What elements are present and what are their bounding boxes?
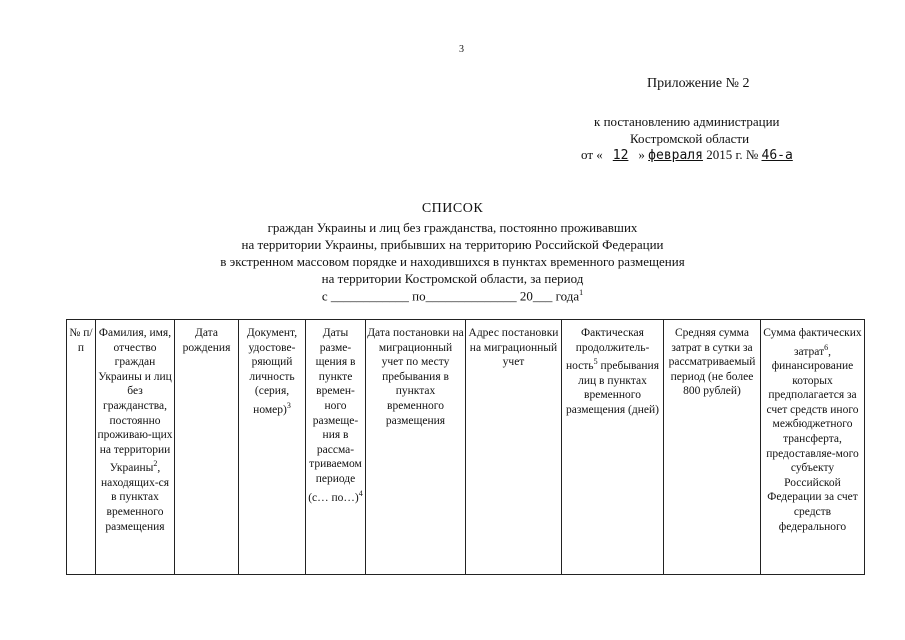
- resolution-date: [581, 147, 793, 163]
- date-month: февраля: [648, 148, 703, 163]
- resolution-number: 46-а: [761, 148, 793, 163]
- header-cell-document: Документ, удостове-ряющий личность (серия, номер)$^3$: [239, 320, 306, 575]
- list-line-1: граждан Украины и лиц без гражданства, постоянно проживавших: [267, 220, 638, 235]
- header-cell-stay-duration: Фактическая продолжитель-ность$^5$ пребывания лиц в пунктах временного размещения (дней): [562, 320, 664, 575]
- header-cell-placement-dates: Даты разме-щения в пункте времен-ного размеще-ния в рассма-триваемом периоде (с… по…)$^4$: [306, 320, 366, 575]
- appendix-title: Приложение № 2: [647, 76, 750, 91]
- period-text: с ____________ по______________ 20___ года: [321, 288, 580, 304]
- header-cell-registration-date: Дата постановки на миграционный учет по месту пребывания в пунктах временного размещения: [366, 320, 466, 575]
- resolution-line-2: Костромской области: [630, 131, 750, 146]
- registry-table: [66, 319, 865, 575]
- table-header-row: [67, 320, 865, 575]
- list-line-4: на территории Костромской области, за период: [321, 271, 584, 286]
- page-number: 3: [459, 44, 464, 55]
- header-cell-daily-cost: Средняя сумма затрат в сутки за рассматриваемый период (не более 800 рублей): [664, 320, 761, 575]
- header-cell-registration-address: Адрес постановки на миграционный учет: [466, 320, 562, 575]
- header-cell-name: Фамилия, имя, отчество граждан Украины и лиц без гражданства, постоянно проживаю-щих на территории Украины$^2$, находящих-ся в пунктах временного размещения: [96, 320, 175, 575]
- period-footnote: 1: [579, 288, 584, 297]
- header-cell-birthdate: Дата рождения: [175, 320, 239, 575]
- date-prefix: от «: [581, 147, 603, 162]
- period-line: [0, 288, 905, 304]
- header-cell-number: № п/п: [67, 320, 96, 575]
- header-cell-total-cost: Сумма фактических затрат$^6$, финансирование которых предполагается за счет средств иного межбюджетного трансферта, предоставляе-мого субъекту Российской Федерации за счет средств федерального: [761, 320, 865, 575]
- date-year: 2015 г. №: [706, 147, 759, 162]
- date-mid: »: [638, 147, 645, 162]
- list-line-3: в экстренном массовом порядке и находившихся в пунктах временного размещения: [220, 254, 685, 269]
- list-line-2: на территории Украины, прибывших на территорию Российской Федерации: [241, 237, 664, 252]
- resolution-line-1: к постановлению администрации: [594, 114, 780, 129]
- list-title: СПИСОК: [421, 201, 484, 216]
- date-day: 12: [612, 148, 629, 163]
